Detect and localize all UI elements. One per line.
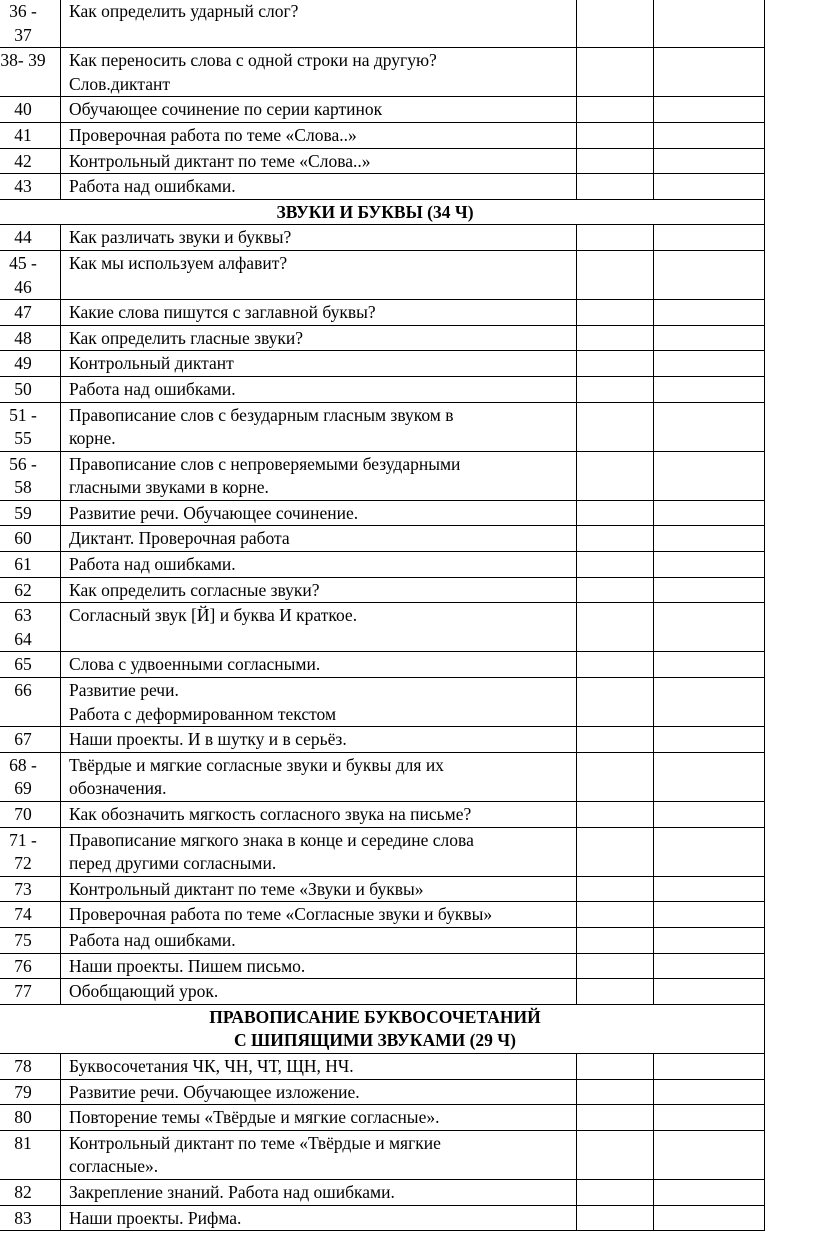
lesson-row <box>0 0 765 48</box>
lesson-number <box>0 325 61 351</box>
actual-date-cell <box>654 1179 765 1205</box>
planned-date-cell <box>577 552 654 578</box>
section-header-row <box>0 199 765 225</box>
planned-date-cell <box>577 953 654 979</box>
lesson-topic-line: Как определить ударный слог? <box>69 1 299 21</box>
planned-date-cell <box>577 1205 654 1231</box>
planned-date-cell <box>577 1130 654 1179</box>
lesson-row <box>0 325 765 351</box>
actual-date-cell <box>654 902 765 928</box>
lesson-topic <box>61 827 577 876</box>
lesson-topic-line: обозначения. <box>69 778 167 799</box>
lesson-number <box>0 122 61 148</box>
planned-date-cell <box>577 577 654 603</box>
actual-date-cell <box>654 752 765 801</box>
section-header-row <box>0 1004 765 1053</box>
lesson-topic <box>61 1105 577 1131</box>
planned-date-cell <box>577 325 654 351</box>
lesson-row <box>0 1179 765 1205</box>
lesson-row <box>0 148 765 174</box>
lesson-number <box>0 876 61 902</box>
actual-date-cell <box>654 402 765 451</box>
lesson-row <box>0 953 765 979</box>
lesson-topic <box>61 122 577 148</box>
section-title-line: ЗВУКИ И БУКВЫ (34 Ч) <box>276 201 474 222</box>
lesson-number-line: 45 - <box>9 252 37 273</box>
lesson-number-line: 56 - <box>9 453 37 474</box>
actual-date-cell <box>654 351 765 377</box>
lesson-number-line: 51 - <box>9 404 37 425</box>
lesson-number-line: 62 <box>14 579 32 600</box>
planned-date-cell <box>577 1179 654 1205</box>
lesson-topic-line: Закрепление знаний. Работа над ошибками. <box>69 1181 395 1202</box>
lesson-number <box>0 376 61 402</box>
lesson-topic <box>61 325 577 351</box>
lesson-topic-line: гласными звуками в корне. <box>69 477 269 498</box>
lesson-topic <box>61 802 577 828</box>
lesson-topic-line: Развитие речи. <box>69 680 179 701</box>
lesson-topic <box>61 902 577 928</box>
section-title <box>0 199 765 225</box>
lesson-number-line: 59 <box>14 502 32 523</box>
lesson-row <box>0 979 765 1005</box>
lesson-topic <box>61 0 577 48</box>
lesson-number-line: 42 <box>14 150 32 171</box>
lesson-topic <box>61 979 577 1005</box>
lesson-number-line: 40 <box>14 99 32 120</box>
lesson-topic-line: Работа над ошибками. <box>69 929 236 950</box>
lesson-topic-line: Согласный звук [Й] и буква И краткое. <box>69 605 358 626</box>
lesson-number <box>0 1130 61 1179</box>
section-title-line: ПРАВОПИСАНИЕ БУКВОСОЧЕТАНИЙ <box>209 1006 541 1027</box>
lesson-topic-line: Контрольный диктант по теме «Звуки и буквы» <box>69 878 424 899</box>
lesson-number <box>0 0 61 48</box>
lesson-topic <box>61 1079 577 1105</box>
lesson-topic <box>61 97 577 123</box>
actual-date-cell <box>654 927 765 953</box>
lesson-number <box>0 827 61 876</box>
lesson-row <box>0 526 765 552</box>
actual-date-cell <box>654 376 765 402</box>
lesson-topic-line: Какие слова пишутся с заглавной буквы? <box>69 302 376 323</box>
actual-date-cell <box>654 876 765 902</box>
lesson-number <box>0 1105 61 1131</box>
lesson-number <box>0 48 61 97</box>
actual-date-cell <box>654 1105 765 1131</box>
lesson-topic <box>61 953 577 979</box>
lesson-row <box>0 927 765 953</box>
lesson-row <box>0 174 765 200</box>
lesson-row <box>0 652 765 678</box>
lesson-row <box>0 351 765 377</box>
lesson-row <box>0 827 765 876</box>
lesson-number-line: 66 <box>14 680 32 701</box>
planned-date-cell <box>577 300 654 326</box>
lesson-number-line: 77 <box>14 981 32 1002</box>
planned-date-cell <box>577 802 654 828</box>
lesson-topic <box>61 1179 577 1205</box>
planned-date-cell <box>577 727 654 753</box>
planned-date-cell <box>577 376 654 402</box>
lesson-topic <box>61 876 577 902</box>
lesson-topic <box>61 1130 577 1179</box>
lesson-topic <box>61 927 577 953</box>
lesson-number <box>0 652 61 678</box>
lesson-topic <box>61 402 577 451</box>
lesson-topic-line: согласные». <box>69 1156 159 1177</box>
lesson-number-line: 36 - <box>9 1 37 21</box>
planned-date-cell <box>577 979 654 1005</box>
lesson-topic-line: Работа над ошибками. <box>69 176 236 197</box>
actual-date-cell <box>654 451 765 500</box>
actual-date-cell <box>654 802 765 828</box>
lesson-number-line: 72 <box>14 853 32 874</box>
lesson-number-line: 75 <box>14 929 32 950</box>
lesson-topic <box>61 300 577 326</box>
planned-date-cell <box>577 1053 654 1079</box>
lesson-topic-line: Контрольный диктант по теме «Твёрдые и мягкие <box>69 1132 441 1153</box>
lesson-number-line: 76 <box>14 955 32 976</box>
actual-date-cell <box>654 678 765 727</box>
lesson-topic <box>61 174 577 200</box>
lesson-number-line: 73 <box>14 878 32 899</box>
lesson-number-line: 61 <box>14 554 32 575</box>
actual-date-cell <box>654 174 765 200</box>
lesson-number-line: 71 - <box>9 829 37 850</box>
lesson-number-line: 63 <box>14 605 32 626</box>
lesson-row <box>0 122 765 148</box>
lesson-row <box>0 577 765 603</box>
planned-date-cell <box>577 148 654 174</box>
lesson-number <box>0 148 61 174</box>
lesson-topic-line: Наши проекты. И в шутку и в серьёз. <box>69 729 347 750</box>
planned-date-cell <box>577 451 654 500</box>
lesson-topic-line: Работа над ошибками. <box>69 378 236 399</box>
lesson-number <box>0 300 61 326</box>
planned-date-cell <box>577 402 654 451</box>
planned-date-cell <box>577 225 654 251</box>
planned-date-cell <box>577 250 654 299</box>
lesson-topic-line: Твёрдые и мягкие согласные звуки и буквы для их <box>69 754 444 775</box>
lesson-topic <box>61 652 577 678</box>
section-title <box>0 1004 765 1053</box>
lesson-topic-line: Проверочная работа по теме «Согласные звуки и буквы» <box>69 904 493 925</box>
lesson-topic-line: Как определить гласные звуки? <box>69 327 304 348</box>
actual-date-cell <box>654 1205 765 1231</box>
lesson-topic <box>61 727 577 753</box>
planned-date-cell <box>577 1105 654 1131</box>
planned-date-cell <box>577 500 654 526</box>
lesson-number <box>0 752 61 801</box>
lesson-number-line: 79 <box>14 1081 32 1102</box>
lesson-topic-line: корне. <box>69 428 116 449</box>
lesson-row <box>0 727 765 753</box>
planned-date-cell <box>577 902 654 928</box>
lesson-topic <box>61 577 577 603</box>
lesson-topic-line: Буквосочетания ЧК, ЧН, ЧТ, ЩН, НЧ. <box>69 1055 354 1076</box>
lesson-number-line: 69 <box>14 778 32 799</box>
lesson-number <box>0 953 61 979</box>
section-title-line: С ШИПЯЩИМИ ЗВУКАМИ (29 Ч) <box>234 1030 516 1051</box>
lesson-number-line: 82 <box>14 1181 32 1202</box>
lesson-number-line: 74 <box>14 904 32 925</box>
lesson-number <box>0 1053 61 1079</box>
actual-date-cell <box>654 97 765 123</box>
lesson-number-line: 58 <box>14 477 32 498</box>
planned-date-cell <box>577 174 654 200</box>
planned-date-cell <box>577 122 654 148</box>
lesson-topic <box>61 1205 577 1231</box>
lesson-topic-line: Правописание слов с непроверяемыми безударными <box>69 453 461 474</box>
lesson-number <box>0 1205 61 1231</box>
lesson-topic <box>61 752 577 801</box>
actual-date-cell <box>654 953 765 979</box>
lesson-number <box>0 727 61 753</box>
lesson-topic <box>61 451 577 500</box>
lesson-topic-line: Контрольный диктант по теме «Слова..» <box>69 150 371 171</box>
planned-date-cell <box>577 48 654 97</box>
lesson-number <box>0 678 61 727</box>
lesson-number-line: 83 <box>14 1207 32 1228</box>
lesson-topic-line: Как мы используем алфавит? <box>69 252 288 273</box>
lesson-number <box>0 351 61 377</box>
lesson-topic <box>61 225 577 251</box>
lesson-number <box>0 1079 61 1105</box>
lesson-topic <box>61 552 577 578</box>
actual-date-cell <box>654 48 765 97</box>
lesson-row <box>0 552 765 578</box>
actual-date-cell <box>654 500 765 526</box>
lesson-row <box>0 1105 765 1131</box>
lesson-row <box>0 500 765 526</box>
lesson-topic-line: Повторение темы «Твёрдые и мягкие согласные». <box>69 1107 440 1128</box>
lesson-topic-line: Проверочная работа по теме «Слова..» <box>69 124 357 145</box>
lesson-number <box>0 526 61 552</box>
lesson-number-line: 38- 39 <box>0 50 46 71</box>
lesson-topic-line: Как переносить слова с одной строки на другую? <box>69 50 437 71</box>
actual-date-cell <box>654 250 765 299</box>
actual-date-cell <box>654 122 765 148</box>
lesson-row <box>0 376 765 402</box>
lesson-number-line: 44 <box>14 227 32 248</box>
lesson-number-line: 46 <box>14 276 32 297</box>
lesson-row <box>0 250 765 299</box>
planned-date-cell <box>577 876 654 902</box>
lesson-row <box>0 402 765 451</box>
lesson-number-line: 68 - <box>9 754 37 775</box>
lesson-number-line: 64 <box>14 628 32 649</box>
lesson-number-line: 49 <box>14 353 32 374</box>
lesson-row <box>0 225 765 251</box>
lesson-number <box>0 927 61 953</box>
actual-date-cell <box>654 1053 765 1079</box>
lesson-topic <box>61 148 577 174</box>
lesson-number <box>0 902 61 928</box>
planned-date-cell <box>577 1079 654 1105</box>
lesson-number-line: 65 <box>14 654 32 675</box>
actual-date-cell <box>654 325 765 351</box>
lesson-number <box>0 577 61 603</box>
lesson-row <box>0 603 765 652</box>
planned-date-cell <box>577 526 654 552</box>
lesson-topic <box>61 500 577 526</box>
lesson-number <box>0 402 61 451</box>
lesson-number <box>0 979 61 1005</box>
actual-date-cell <box>654 727 765 753</box>
lesson-topic-line: Наши проекты. Рифма. <box>69 1207 242 1228</box>
lesson-number-line: 43 <box>14 176 32 197</box>
planned-date-cell <box>577 97 654 123</box>
lesson-number <box>0 802 61 828</box>
planned-date-cell <box>577 603 654 652</box>
lesson-topic-line: Работа над ошибками. <box>69 554 236 575</box>
lesson-topic-line: Как определить согласные звуки? <box>69 579 320 600</box>
planned-date-cell <box>577 678 654 727</box>
lesson-row <box>0 1205 765 1231</box>
actual-date-cell <box>654 148 765 174</box>
lesson-number-line: 80 <box>14 1107 32 1128</box>
lesson-row <box>0 1079 765 1105</box>
lesson-number <box>0 174 61 200</box>
lesson-row <box>0 802 765 828</box>
lesson-number <box>0 250 61 299</box>
lesson-number-line: 47 <box>14 302 32 323</box>
lesson-row <box>0 678 765 727</box>
lesson-number <box>0 97 61 123</box>
lesson-topic-line: Слова с удвоенными согласными. <box>69 654 321 675</box>
lesson-number <box>0 603 61 652</box>
lesson-topic-line: Как различать звуки и буквы? <box>69 227 292 248</box>
lesson-topic-line: Контрольный диктант <box>69 353 234 374</box>
actual-date-cell <box>654 1079 765 1105</box>
actual-date-cell <box>654 300 765 326</box>
lesson-row <box>0 1053 765 1079</box>
planned-date-cell <box>577 351 654 377</box>
lesson-topic-line: перед другими согласными. <box>69 853 277 874</box>
planned-date-cell <box>577 927 654 953</box>
lesson-topic <box>61 250 577 299</box>
lesson-topic <box>61 376 577 402</box>
actual-date-cell <box>654 552 765 578</box>
lesson-row <box>0 48 765 97</box>
lesson-row <box>0 752 765 801</box>
lesson-number-line: 67 <box>14 729 32 750</box>
lesson-number <box>0 451 61 500</box>
lesson-topic-line: Слов.диктант <box>69 73 170 94</box>
lesson-topic-line: Обобщающий урок. <box>69 981 219 1002</box>
lesson-number <box>0 552 61 578</box>
lesson-topic-line: Как обозначить мягкость согласного звука на письме? <box>69 804 472 824</box>
lesson-topic-line: Развитие речи. Обучающее изложение. <box>69 1081 360 1102</box>
actual-date-cell <box>654 526 765 552</box>
lesson-topic-line: Развитие речи. Обучающее сочинение. <box>69 502 359 523</box>
lesson-number <box>0 1179 61 1205</box>
lesson-number-line: 37 <box>14 24 32 45</box>
lesson-topic <box>61 48 577 97</box>
lesson-topic-line: Правописание мягкого знака в конце и середине слова <box>69 829 474 850</box>
lesson-number-line: 81 <box>14 1132 32 1153</box>
actual-date-cell <box>654 577 765 603</box>
actual-date-cell <box>654 979 765 1005</box>
actual-date-cell <box>654 603 765 652</box>
lesson-topic-line: Наши проекты. Пишем письмо. <box>69 955 306 976</box>
planned-date-cell <box>577 0 654 48</box>
lesson-number <box>0 500 61 526</box>
lesson-row <box>0 876 765 902</box>
lesson-number-line: 70 <box>14 804 32 824</box>
lesson-number-line: 50 <box>14 378 32 399</box>
actual-date-cell <box>654 1130 765 1179</box>
actual-date-cell <box>654 827 765 876</box>
actual-date-cell <box>654 225 765 251</box>
lesson-row <box>0 97 765 123</box>
lesson-row <box>0 1130 765 1179</box>
lesson-topic-line: Правописание слов с безударным гласным звуком в <box>69 404 454 425</box>
actual-date-cell <box>654 652 765 678</box>
lesson-topic <box>61 526 577 552</box>
actual-date-cell <box>654 0 765 48</box>
planned-date-cell <box>577 752 654 801</box>
lesson-row <box>0 902 765 928</box>
lesson-topic-line: Диктант. Проверочная работа <box>69 528 290 549</box>
lesson-row <box>0 451 765 500</box>
planned-date-cell <box>577 827 654 876</box>
lesson-row <box>0 300 765 326</box>
lesson-topic <box>61 678 577 727</box>
lesson-topic <box>61 603 577 652</box>
lesson-topic-line: Работа с деформированном текстом <box>69 703 337 724</box>
planned-date-cell <box>577 652 654 678</box>
lesson-number-line: 41 <box>14 124 32 145</box>
lesson-number-line: 78 <box>14 1055 32 1076</box>
lesson-number <box>0 225 61 251</box>
lesson-topic-line: Обучающее сочинение по серии картинок <box>69 99 383 120</box>
lesson-number-line: 48 <box>14 327 32 348</box>
lesson-number-line: 55 <box>14 428 32 449</box>
lesson-number-line: 60 <box>14 528 32 549</box>
lesson-topic <box>61 1053 577 1079</box>
lesson-topic <box>61 351 577 377</box>
